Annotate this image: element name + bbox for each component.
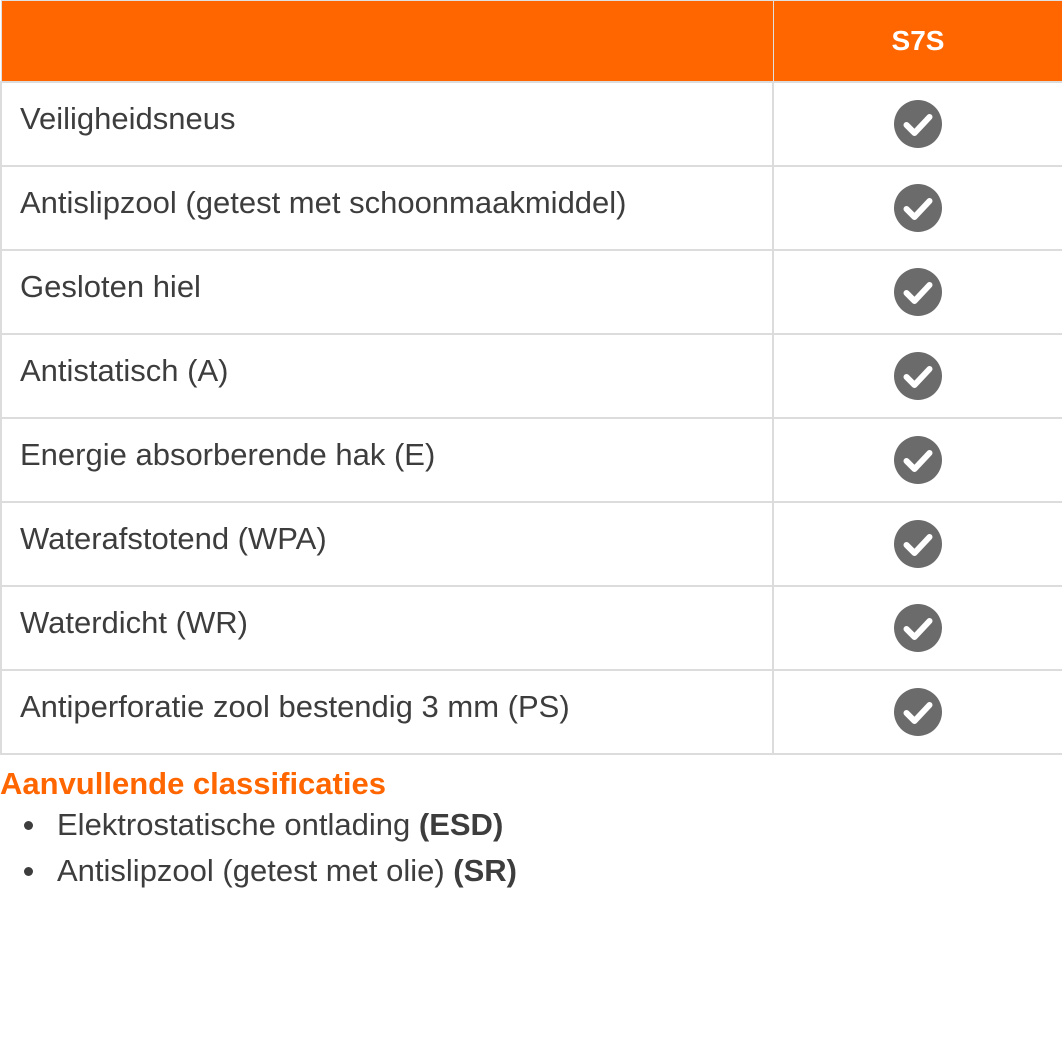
section-title: Aanvullende classificaties — [0, 766, 386, 801]
table-row — [1, 82, 1062, 166]
table-row — [1, 502, 1062, 586]
feature-label: Antistatisch (A) — [1, 334, 773, 418]
check-cell — [773, 166, 1062, 250]
table-row — [1, 166, 1062, 250]
bullet-icon — [24, 867, 33, 876]
model-column-header: S7S — [773, 1, 1062, 83]
feature-column-header — [1, 1, 773, 83]
table-header-row — [1, 1, 1062, 83]
check-cell — [773, 82, 1062, 166]
table-row — [1, 334, 1062, 418]
table-row — [1, 418, 1062, 502]
additional-classifications — [0, 766, 1062, 894]
classification-text: Elektrostatische ontlading — [57, 807, 419, 842]
check-cell — [773, 670, 1062, 754]
list-item — [0, 802, 1062, 848]
check-circle-icon — [894, 352, 942, 400]
classification-text: Antislipzool (getest met olie) — [57, 853, 454, 888]
check-cell — [773, 334, 1062, 418]
check-circle-icon — [894, 100, 942, 148]
classification-code: (ESD) — [418, 807, 504, 842]
bullet-icon — [24, 821, 33, 830]
feature-label: Waterdicht (WR) — [1, 586, 773, 670]
check-cell — [773, 418, 1062, 502]
list-item — [0, 848, 1062, 894]
check-cell — [773, 586, 1062, 670]
feature-label: Gesloten hiel — [1, 250, 773, 334]
table-row — [1, 250, 1062, 334]
feature-label: Veiligheidsneus — [1, 82, 773, 166]
check-circle-icon — [894, 604, 942, 652]
check-cell — [773, 502, 1062, 586]
check-circle-icon — [894, 184, 942, 232]
feature-label: Energie absorberende hak (E) — [1, 418, 773, 502]
check-circle-icon — [894, 268, 942, 316]
feature-label: Waterafstotend (WPA) — [1, 502, 773, 586]
classification-list — [0, 802, 1062, 894]
table-row — [1, 670, 1062, 754]
table-row — [1, 586, 1062, 670]
check-circle-icon — [894, 688, 942, 736]
check-cell — [773, 250, 1062, 334]
feature-label: Antiperforatie zool bestendig 3 mm (PS) — [1, 670, 773, 754]
check-circle-icon — [894, 520, 942, 568]
feature-label: Antislipzool (getest met schoonmaakmiddel) — [1, 166, 773, 250]
classification-code: (SR) — [453, 853, 517, 888]
check-circle-icon — [894, 436, 942, 484]
